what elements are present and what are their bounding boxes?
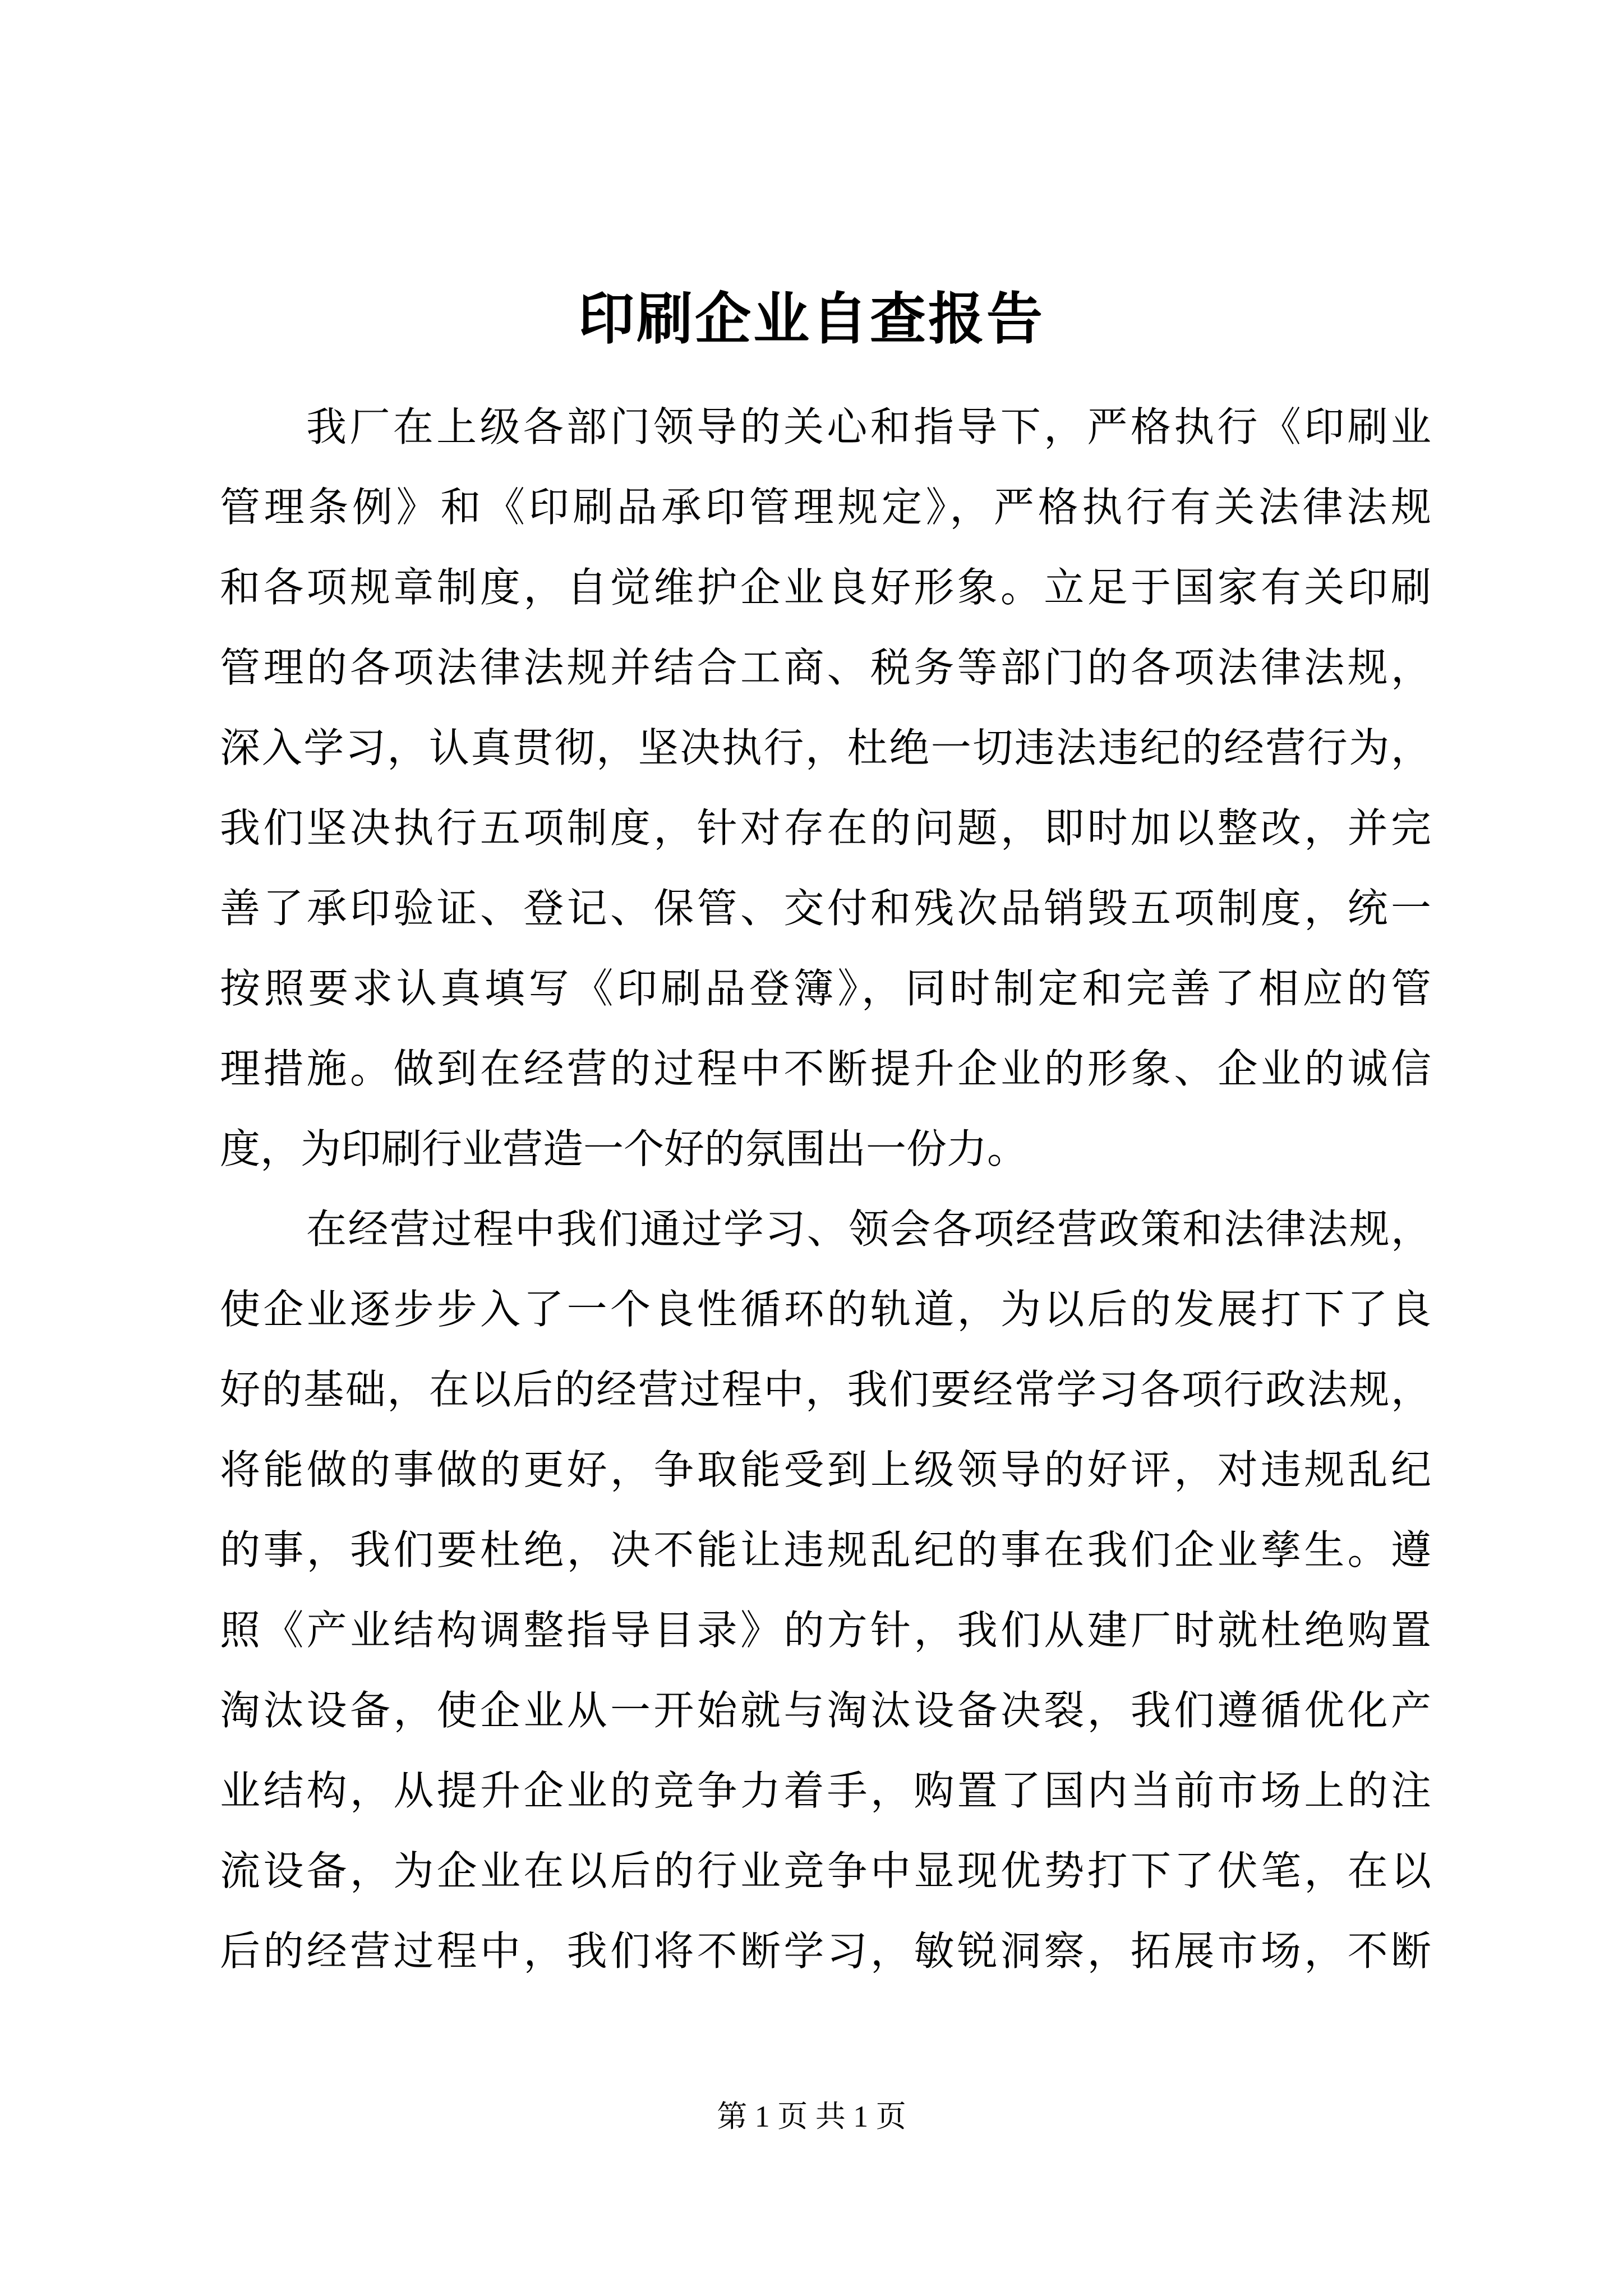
paragraph-1-line-8: 按照要求认真填写《印刷品登簿》，同时制定和完善了相应的管 (220, 965, 1431, 1012)
paragraph-1-line-2: 管理条例》和《印刷品承印管理规定》，严格执行有关法律法规 (220, 484, 1431, 531)
paragraph-1-line-7: 善了承印验证、登记、保管、交付和残次品销毁五项制度，统一 (220, 885, 1431, 932)
paragraph-2-line-2: 使企业逐步步入了一个良性循环的轨道，为以后的发展打下了良 (220, 1286, 1431, 1333)
paragraph-2-line-4: 将能做的事做的更好，争取能受到上级领导的好评，对违规乱纪 (220, 1446, 1431, 1493)
paragraph-1-line-1: 我厂在上级各部门领导的关心和指导下，严格执行《印刷业 (306, 403, 1431, 450)
paragraph-1-line-10: 度，为印刷行业营造一个好的氛围出一份力。 (220, 1125, 1028, 1172)
paragraph-2-line-9: 流设备，为企业在以后的行业竞争中显现优势打下了伏笔，在以 (220, 1847, 1431, 1894)
paragraph-2-line-6: 照《产业结构调整指导目录》的方针，我们从建厂时就杜绝购置 (220, 1607, 1431, 1654)
paragraph-1-line-3: 和各项规章制度，自觉维护企业良好形象。立足于国家有关印刷 (220, 564, 1431, 611)
paragraph-2-line-3: 好的基础，在以后的经营过程中，我们要经常学习各项行政法规， (220, 1366, 1431, 1413)
document-title: 印刷企业自查报告 (578, 286, 1045, 352)
paragraph-1-line-5: 深入学习，认真贯彻，坚决执行，杜绝一切违法违纪的经营行为， (220, 724, 1431, 771)
paragraph-1-line-4: 管理的各项法律法规并结合工商、税务等部门的各项法律法规， (220, 644, 1431, 691)
paragraph-2-line-7: 淘汰设备，使企业从一开始就与淘汰设备决裂，我们遵循优化产 (220, 1687, 1431, 1734)
paragraph-2-line-10: 后的经营过程中，我们将不断学习，敏锐洞察，拓展市场，不断 (220, 1927, 1431, 1975)
paragraph-2-line-5: 的事，我们要杜绝，决不能让违规乱纪的事在我们企业孳生。遵 (220, 1526, 1431, 1573)
page-number-footer: 第 1 页 共 1 页 (717, 2100, 906, 2133)
paragraph-1-line-9: 理措施。做到在经营的过程中不断提升企业的形象、企业的诚信 (220, 1045, 1431, 1092)
paragraph-1-line-6: 我们坚决执行五项制度，针对存在的问题，即时加以整改，并完 (220, 804, 1431, 852)
paragraph-2-line-8: 业结构，从提升企业的竞争力着手，购置了国内当前市场上的注 (220, 1767, 1431, 1814)
document-body (220, 387, 1431, 1991)
paragraph-2-line-1: 在经营过程中我们通过学习、领会各项经营政策和法律法规， (306, 1205, 1431, 1253)
